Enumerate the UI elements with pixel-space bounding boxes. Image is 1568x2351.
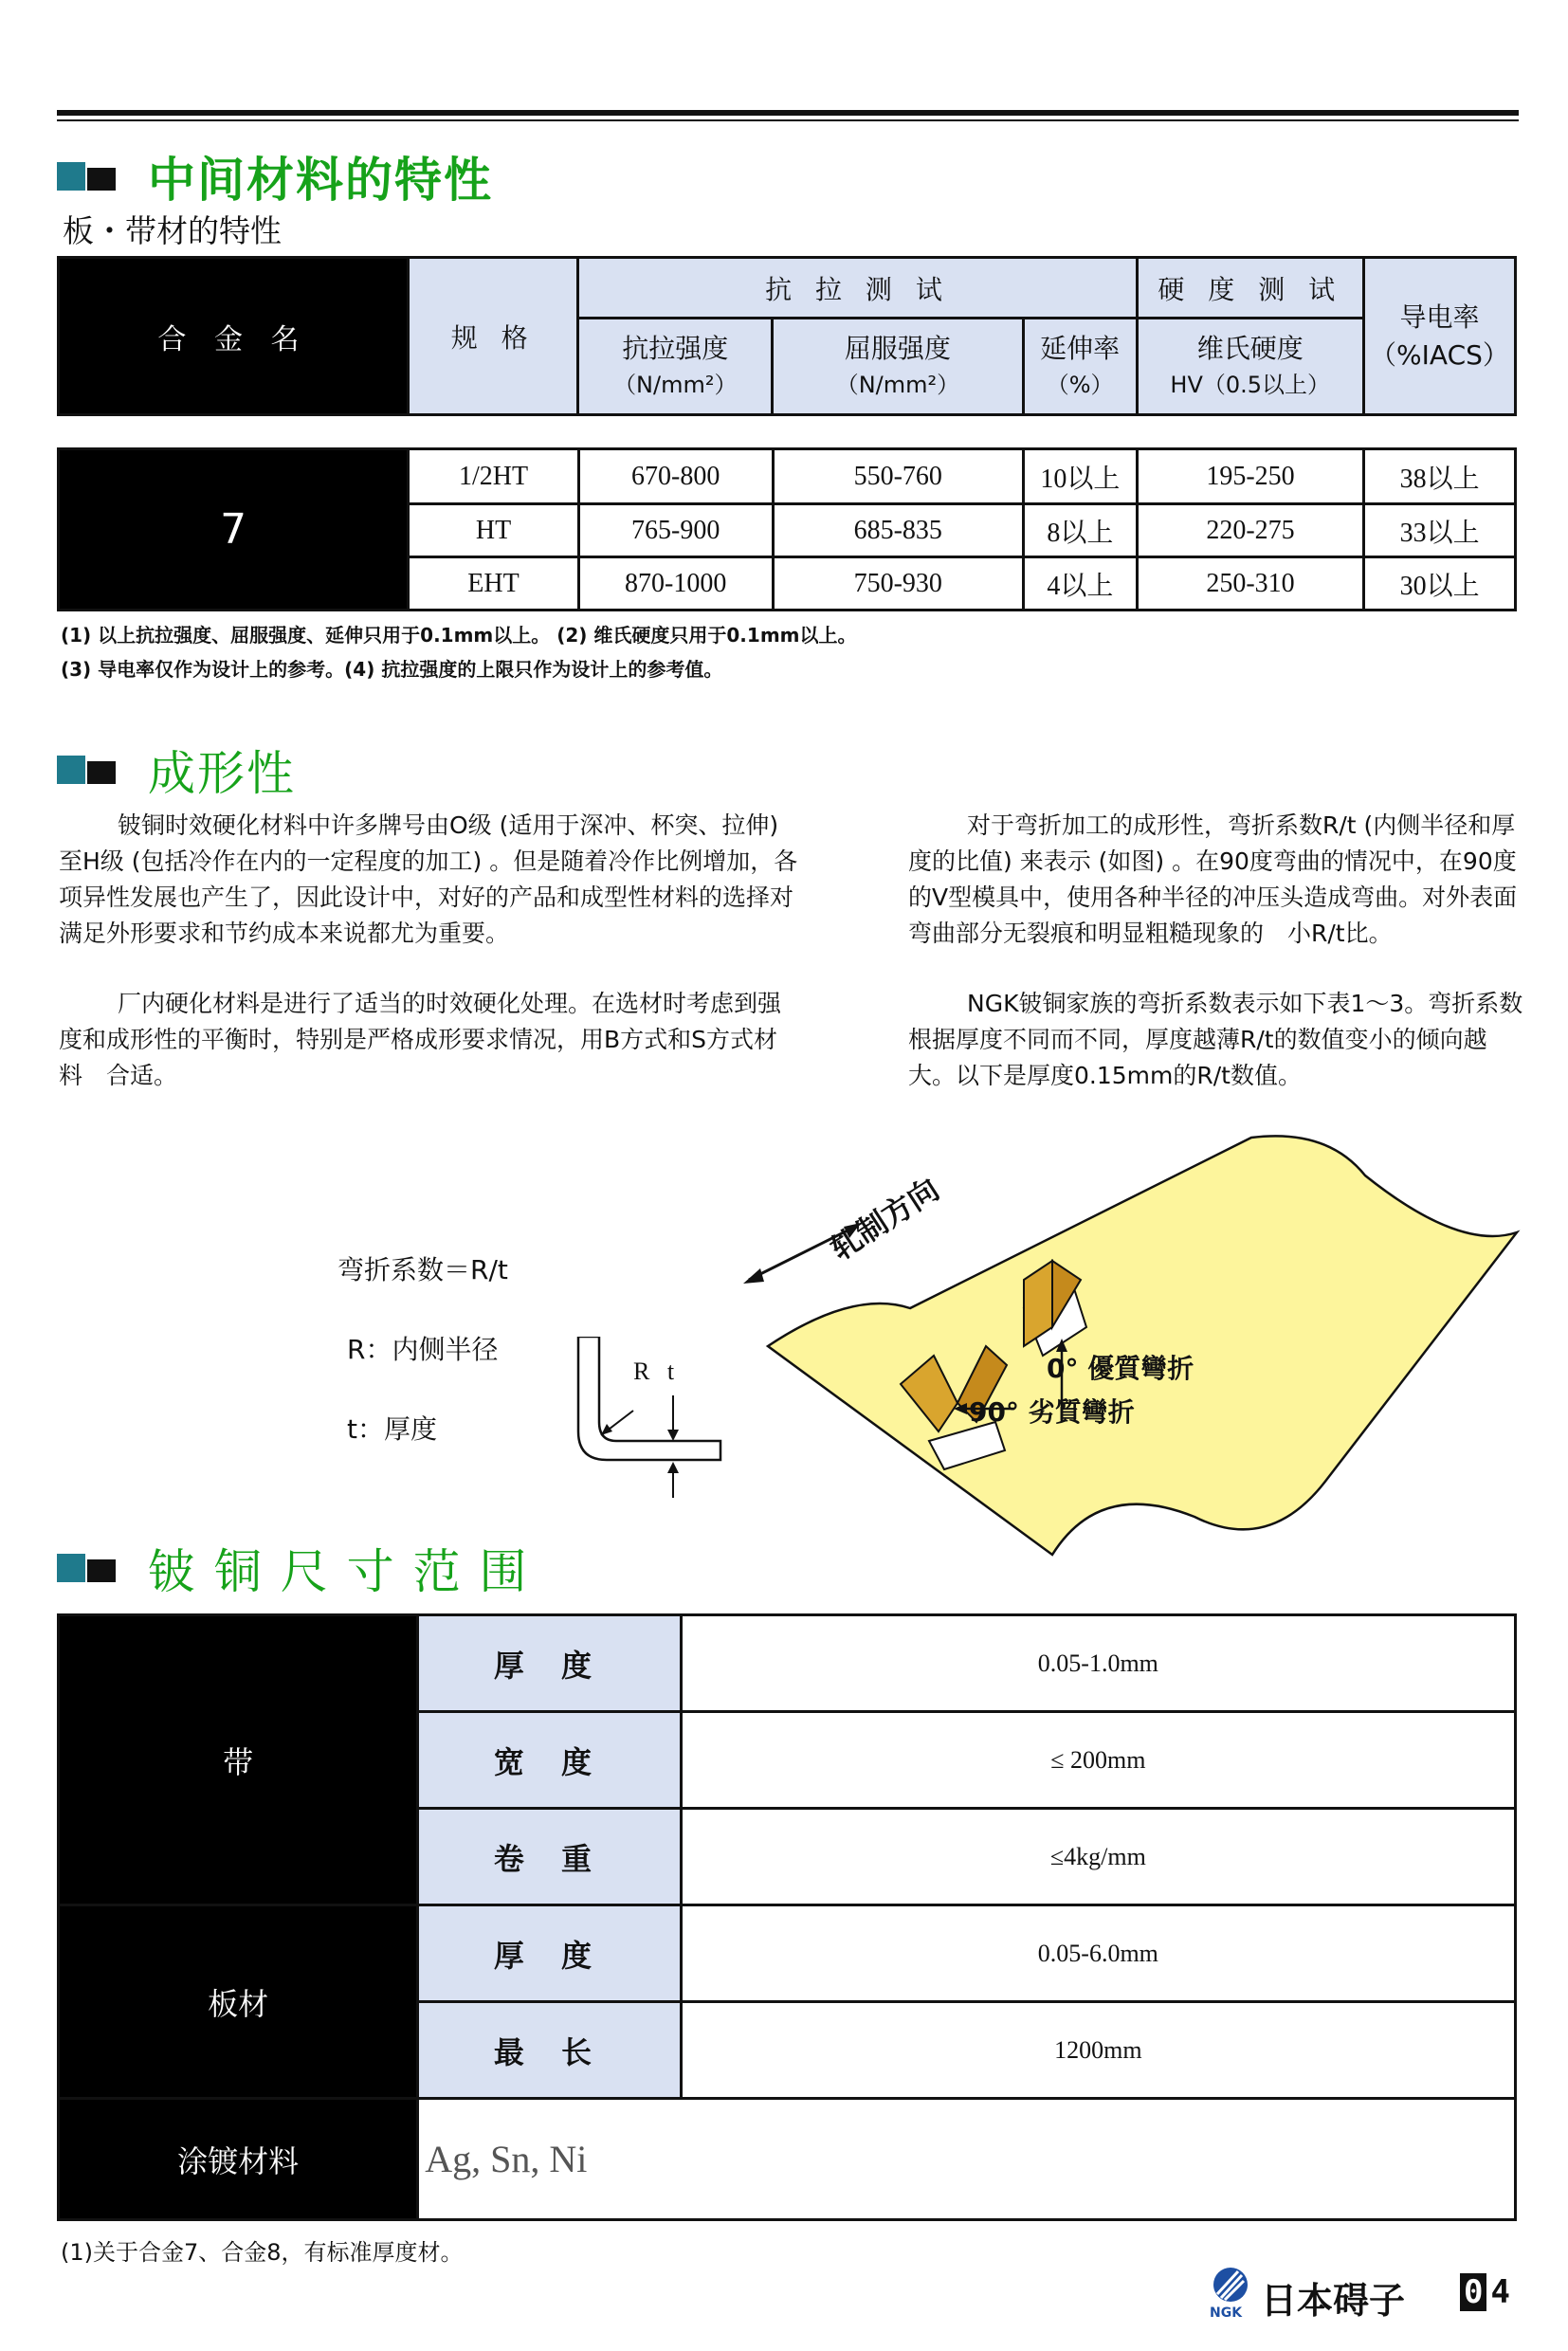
properties-data-table xyxy=(57,447,1517,611)
yield-cell: 550-760 xyxy=(773,449,1023,504)
right-column-text xyxy=(908,808,1528,1094)
spec-cell: EHT xyxy=(409,557,579,611)
t-definition: t：厚度 xyxy=(347,1413,437,1445)
hardness-cell: 195-250 xyxy=(1137,449,1364,504)
elongation-cell: 8以上 xyxy=(1023,504,1137,557)
arrowhead-icon xyxy=(743,1268,764,1284)
strip-label: 带 xyxy=(59,1615,418,1905)
conductivity-cell: 33以上 xyxy=(1364,504,1516,557)
hardness-cell: 250-310 xyxy=(1137,557,1364,611)
top-rule-thin xyxy=(57,119,1519,121)
arrowhead-icon xyxy=(667,1430,679,1441)
top-rule xyxy=(57,110,1519,116)
r-definition: R：内侧半径 xyxy=(347,1334,499,1365)
tensile-header: 抗拉强度 （N/mm²） xyxy=(578,319,773,415)
section-marker-icon xyxy=(87,1559,116,1582)
row-label: 厚 度 xyxy=(418,1905,681,2002)
arrowhead-icon xyxy=(601,1424,612,1435)
arrowhead-icon xyxy=(667,1462,679,1473)
conductivity-cell: 30以上 xyxy=(1364,557,1516,611)
good-bend-label: 0° 優質彎折 xyxy=(1047,1353,1194,1384)
note-line: (3) 导电率仅作为设计上的参考。(4) 抗拉强度的上限只作为设计上的参考值。 xyxy=(61,658,723,681)
row-value: 0.05-6.0mm xyxy=(681,1905,1515,2002)
tensile-cell: 870-1000 xyxy=(578,557,773,611)
bad-bend-label: 90° 劣質彎折 xyxy=(969,1396,1135,1428)
conductivity-header: 导电率 （%IACS） xyxy=(1363,258,1515,415)
alloy-name-header: 合 金 名 xyxy=(59,258,409,415)
left-column-text xyxy=(59,808,798,1094)
section-marker-icon xyxy=(57,1554,85,1582)
conductivity-cell: 38以上 xyxy=(1364,449,1516,504)
row-label: 卷 重 xyxy=(418,1809,681,1905)
row-value: 0.05-1.0mm xyxy=(681,1615,1515,1712)
bent-strip-shape xyxy=(578,1337,720,1460)
spec-cell: HT xyxy=(409,504,579,557)
paragraph: 对于弯折加工的成形性，弯折系数R/t (内侧半径和厚度的比值) 来表示 (如图) 。在90度弯曲的情况中，在90度的V型模具中，使用各种半径的冲压头造成弯曲。对外表面弯曲部分无裂痕和明显粗糙现象的 小R/t比。 xyxy=(908,811,1518,947)
section-marker-icon xyxy=(57,756,85,784)
logo-text: NGK xyxy=(1210,2305,1243,2319)
tensile-cell: 670-800 xyxy=(578,449,773,504)
row-value: ≤4kg/mm xyxy=(681,1809,1515,1905)
tensile-group-header: 抗 拉 测 试 xyxy=(578,258,1137,319)
coating-label: 涂镀材料 xyxy=(59,2099,418,2220)
spec-cell: 1/2HT xyxy=(409,449,579,504)
paragraph: 铍铜时效硬化材料中许多牌号由O级 (适用于深冲、杯突、拉伸) 至H级 (包括冷作在内的一定程度的加工) 。但是随着冷作比例增加，各项异性发展也产生了，因此设计中，对好的产品和成型性材料的选择对满足外形要求和节约成本来说都尤为重要。 xyxy=(59,811,798,947)
yield-cell: 750-930 xyxy=(773,557,1023,611)
size-range-table xyxy=(57,1613,1517,2221)
tensile-cell: 765-900 xyxy=(578,504,773,557)
row-label: 最 长 xyxy=(418,2002,681,2099)
page-number: 0 4 xyxy=(1460,2273,1514,2311)
section-title-size-range: 铍 铜 尺 寸 范 围 xyxy=(57,1534,528,1602)
rolling-direction-label: 轧制方向 xyxy=(824,1171,946,1267)
paragraph: 厂内硬化材料是进行了适当的时效硬化处理。在选材时考虑到强度和成形性的平衡时，特别是严格成形要求情况，用B方式和S方式材料 合适。 xyxy=(59,990,782,1089)
section-marker-icon xyxy=(87,168,116,191)
paragraph: NGK铍铜家族的弯折系数表示如下表1～3。弯折系数根据厚度不同而不同，厚度越薄R/t的数值变小的倾向越大。以下是厚度0.15mm的R/t数值。 xyxy=(908,990,1523,1089)
section-marker-icon xyxy=(87,761,116,784)
section-marker-icon xyxy=(57,162,85,191)
coating-value: Ag, Sn, Ni xyxy=(418,2099,1516,2220)
section-title-properties: 中间材料的特性 xyxy=(57,142,493,210)
yield-cell: 685-835 xyxy=(773,504,1023,557)
alloy-name-cell: 7 xyxy=(59,449,409,611)
bend-formula: 弯折系数＝R/t xyxy=(337,1254,508,1285)
hardness-cell: 220-275 xyxy=(1137,504,1364,557)
footnote: (1)关于合金7、合金8，有标准厚度材。 xyxy=(61,2239,464,2266)
elongation-header: 延伸率 （%） xyxy=(1023,319,1137,415)
hardness-header: 维氏硬度 HV（0.5以上） xyxy=(1137,319,1363,415)
section-title-formability: 成形性 xyxy=(57,736,296,804)
row-value: 1200mm xyxy=(681,2002,1515,2099)
spec-header: 规 格 xyxy=(408,258,578,415)
elongation-cell: 4以上 xyxy=(1023,557,1137,611)
row-label: 厚 度 xyxy=(418,1615,681,1712)
rt-label: R t xyxy=(633,1358,681,1385)
properties-header-table xyxy=(57,256,1517,416)
row-label: 宽 度 xyxy=(418,1712,681,1809)
elongation-cell: 10以上 xyxy=(1023,449,1137,504)
note-line: (1) 以上抗拉强度、屈服强度、延伸只用于0.1mm以上。 (2) 维氏硬度只用于0.1mm以上。 xyxy=(61,624,857,647)
row-value: ≤ 200mm xyxy=(681,1712,1515,1809)
ngk-logo-icon xyxy=(1206,2266,1257,2319)
subheading: 板・带材的特性 xyxy=(63,212,282,249)
yield-header: 屈服强度 （N/mm²） xyxy=(773,319,1024,415)
hardness-group-header: 硬 度 测 试 xyxy=(1137,258,1363,319)
brand-name: 日本碍子 xyxy=(1261,2280,1406,2322)
plate-label: 板材 xyxy=(59,1905,418,2099)
